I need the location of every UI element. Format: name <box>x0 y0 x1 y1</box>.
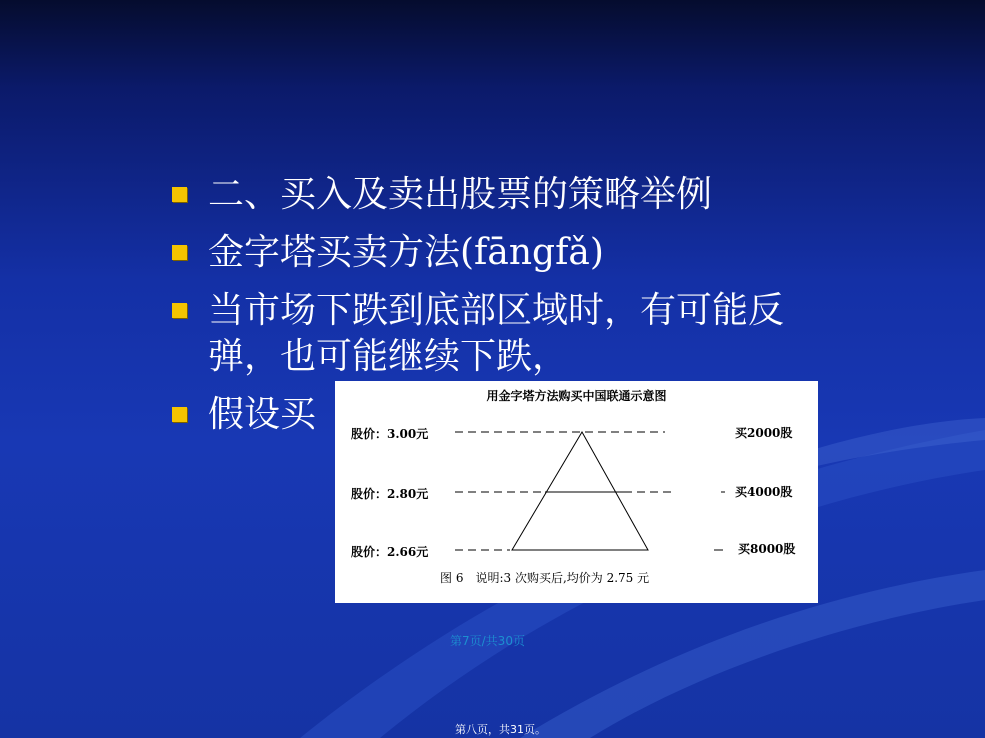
bullet-text: 金字塔买卖方法(fāngfǎ) <box>208 232 604 273</box>
buy-label-middle: 买4000股 <box>735 485 793 499</box>
pyramid-triangle <box>512 432 648 550</box>
price-label-top: 股价：3.00元 <box>351 427 429 441</box>
bullet-item <box>170 172 810 218</box>
bullet-text: 当市场下跌到底部区域时，有可能反弹，也可能继续下跌， <box>208 290 785 377</box>
bullet-square-icon <box>172 245 187 260</box>
figure-caption: 图 6 说明:3 次购买后,均价为 2.75 元 <box>440 571 650 585</box>
bullet-square-icon <box>172 187 187 202</box>
price-label-bottom: 股价：2.66元 <box>351 545 429 559</box>
buy-label-bottom: 买8000股 <box>738 542 796 556</box>
bullet-text: 假设买 <box>208 394 317 435</box>
buy-label-top: 买2000股 <box>735 426 793 440</box>
page-footer: 第八页，共31页。 <box>455 723 546 736</box>
bullet-item <box>170 288 810 380</box>
figure-title: 用金字塔方法购买中国联通示意图 <box>486 389 667 403</box>
page-indicator-ghost: 第7页/共30页 <box>450 634 525 648</box>
bullet-item <box>170 230 810 276</box>
bullet-text: 二、买入及卖出股票的策略举例 <box>208 174 713 215</box>
bullet-square-icon <box>172 303 187 318</box>
pyramid-figure <box>335 381 818 603</box>
bullet-square-icon <box>172 407 187 422</box>
price-label-middle: 股价：2.80元 <box>351 487 429 501</box>
